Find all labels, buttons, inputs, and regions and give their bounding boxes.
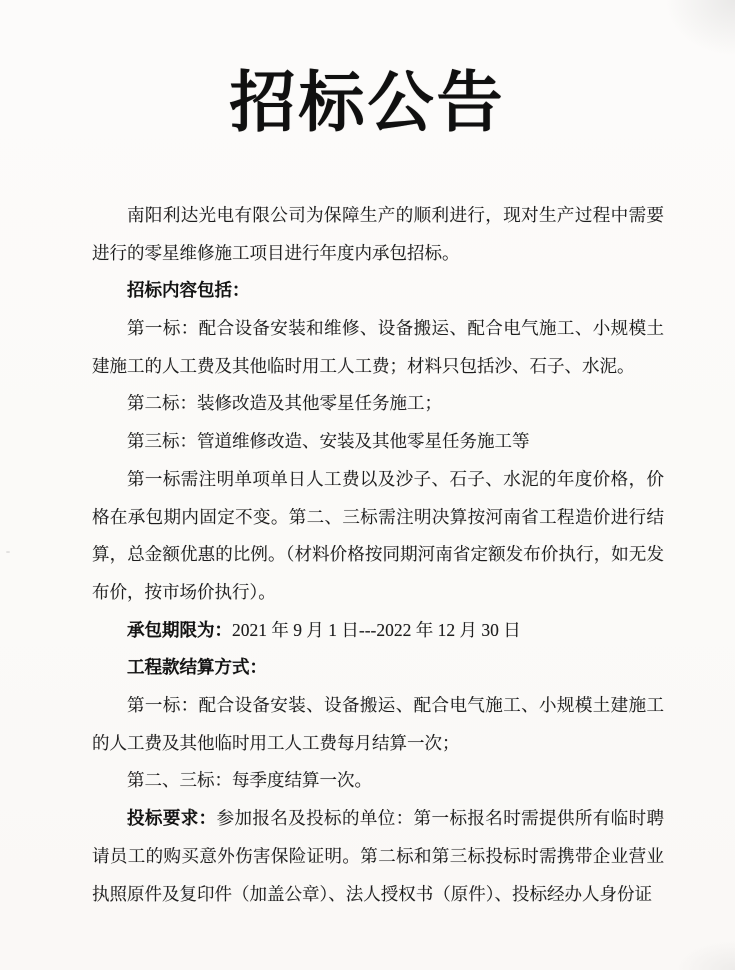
scan-shade-bottom-right bbox=[675, 940, 735, 970]
paragraph-lead: 投标要求： bbox=[127, 808, 217, 829]
paragraph-text: 第二、三标：每季度结算一次。 bbox=[127, 770, 372, 791]
paragraph-text: 2021 年 9 月 1 日---2022 年 12 月 30 日 bbox=[232, 619, 521, 640]
paragraph-text: 第一标需注明单项单日人工费以及沙子、石子、水泥的年度价格，价格在承包期内固定不变。第二、三标需注明决算按河南省工程造价进行结算，总金额优惠的比例。（材料价格按同期河南省定额发布价执行，如无发布价，按市场价执行）。 bbox=[92, 468, 664, 602]
paragraph bbox=[92, 385, 664, 423]
scan-speck bbox=[6, 551, 10, 553]
paragraph bbox=[92, 687, 664, 762]
paragraph bbox=[92, 762, 664, 800]
paragraph bbox=[92, 649, 664, 687]
paragraph-lead: 招标内容包括： bbox=[127, 280, 250, 301]
paragraph-text: 第三标：管道维修改造、安装及其他零星任务施工等 bbox=[127, 431, 530, 452]
paragraph-lead: 工程款结算方式： bbox=[127, 657, 267, 678]
document-title: 招标公告 bbox=[229, 67, 506, 140]
paragraph-text: 参加报名及投标的单位：第一标报名时需提供所有临时聘请员工的购买意外伤害保险证明。第二标和第三标投标时需携带企业营业执照原件及复印件（加盖公章）、法人授权书（原件）、投标经办人身份证 bbox=[92, 808, 665, 904]
paragraph bbox=[92, 461, 664, 612]
document-body bbox=[92, 197, 664, 913]
paragraph-text: 第一标：配合设备安装和维修、设备搬运、配合电气施工、小规模土建施工的人工费及其他临时用工人工费；材料只包括沙、石子、水泥。 bbox=[92, 318, 664, 376]
paragraph bbox=[92, 310, 664, 385]
paragraph bbox=[92, 272, 664, 310]
paragraph-text: 第二标：装修改造及其他零星任务施工； bbox=[127, 393, 442, 414]
paragraph bbox=[92, 197, 664, 272]
paragraph bbox=[92, 800, 664, 913]
paragraph-text: 第一标：配合设备安装、设备搬运、配合电气施工、小规模土建施工的人工费及其他临时用工人工费每月结算一次； bbox=[92, 695, 664, 753]
paragraph bbox=[92, 612, 664, 650]
paragraph bbox=[92, 423, 664, 461]
paragraph-text: 南阳利达光电有限公司为保障生产的顺利进行，现对生产过程中需要进行的零星维修施工项目进行年度内承包招标。 bbox=[92, 204, 664, 263]
paragraph-lead: 承包期限为： bbox=[127, 619, 232, 640]
